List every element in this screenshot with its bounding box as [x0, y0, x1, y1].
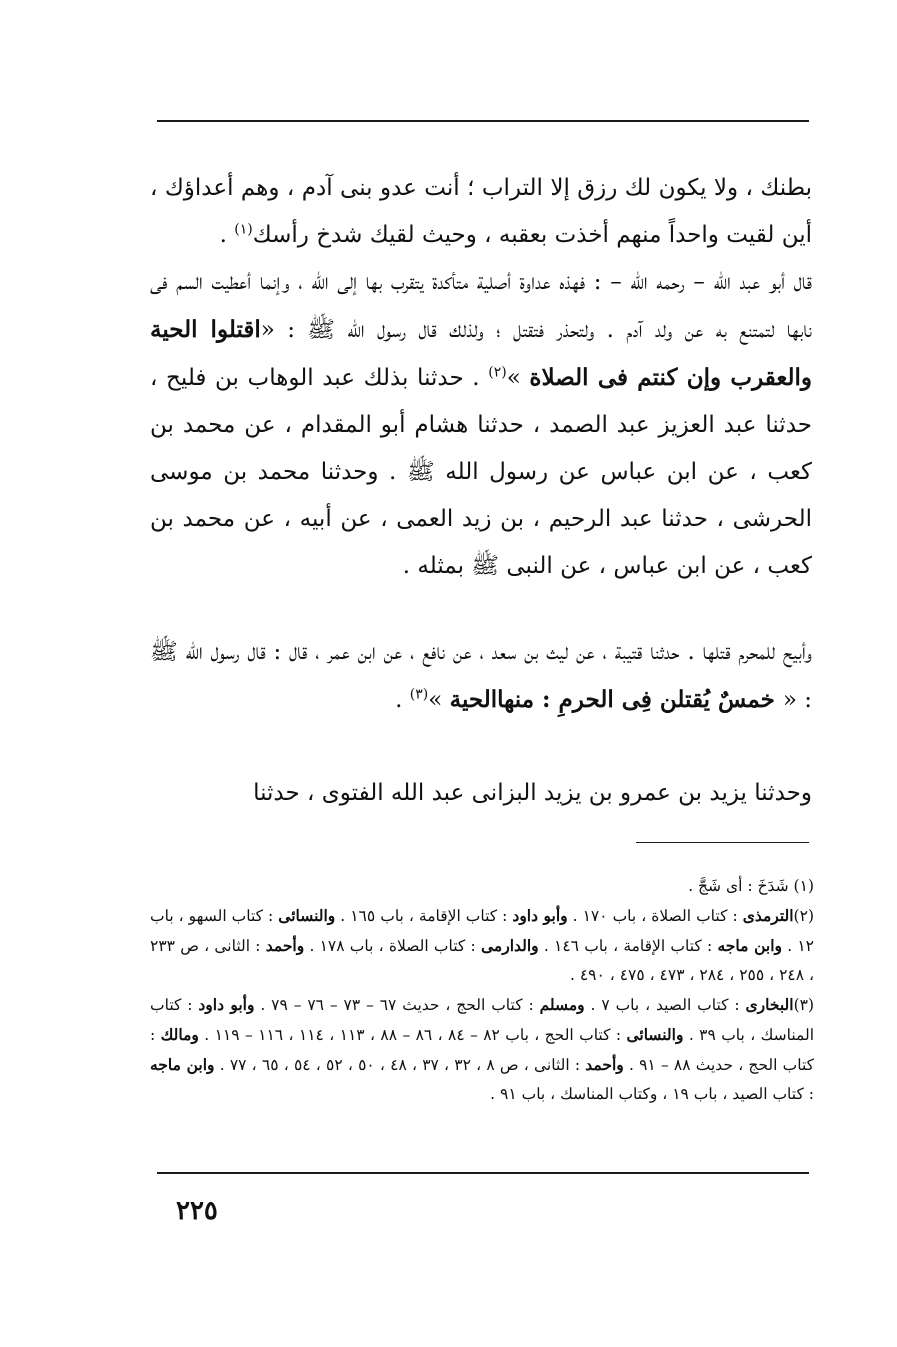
source-bukhari: البخارى: [745, 995, 794, 1014]
hadith-quote-2: خمسٌ يُقتلن فِى الحرمِ : منهاالحية: [449, 686, 783, 713]
page-number: ٢٢٥: [176, 1196, 218, 1226]
p1-text: بطنك ، ولا يكون لك رزق إلا التراب ؛ أنت عدو بنى آدم ، وهم أعداؤك ، أين لقيت واحداً منهم أخذت بعقبه ، وحيث لقيك شدخ رأسك: [150, 175, 812, 248]
paragraph-1: [150, 165, 812, 259]
footnote-separator: [636, 842, 809, 843]
p3-text-a: وأبيح للمحرم قتلها . حدثنا قتيبة ، عن ليث بن سعد ، عن نافع ، عن ابن عمر ، قال : قال رسول الله ﷺ : «: [150, 639, 812, 713]
footnote-1-text: شَدَخَ : أى شَجَّ .: [688, 877, 794, 895]
source-text: : كتاب الحج ، حديث ٨٨ – ٩١ .: [150, 1026, 815, 1074]
footnote-ref-2: (٢): [488, 364, 507, 381]
source-malik: ومالك: [160, 1025, 199, 1044]
footnote-ref-3: (٣): [409, 686, 429, 703]
footnotes: [150, 872, 814, 1109]
source-abu-dawud: وأبو داود: [198, 995, 255, 1014]
p2-text-b: . حدثنا بذلك عبد الوهاب بن فليح ، حدثنا عبد العزيز عبد الصمد ، حدثنا هشام أبو المقدام ، عن محمد بن كعب ، عن ابن عباس عن رسول الله ﷺ . وحدثنا محمد بن موسى الحرشى ، حدثنا عبد الرحيم ، بن زيد العمى ، عن أبيه ، عن محمد بن كعب ، عن ابن عباس ، عن النبى ﷺ بمثله .: [150, 365, 812, 579]
source-text: : كتاب الصلاة ، باب ١٧٠ .: [567, 907, 743, 925]
source-muslim: ومسلم: [539, 995, 585, 1014]
source-text: : كتاب الحج ، حديث ٦٧ – ٧٣ – ٧٦ – ٧٩ .: [254, 996, 540, 1014]
source-text: : كتاب الصلاة ، باب ١٧٨ .: [304, 937, 481, 955]
top-rule: [157, 120, 809, 122]
source-nasai: والنسائى: [278, 906, 336, 925]
source-text: : كتاب المناسك ، باب ٣٩ .: [150, 996, 815, 1044]
source-ibn-majah: وابن ماجه: [150, 1055, 215, 1074]
source-text: : كتاب الصيد ، باب ٧ .: [584, 996, 746, 1014]
paragraph-4: [150, 770, 812, 817]
source-text: : كتاب الإقامة ، باب ١٦٥ .: [335, 907, 513, 925]
hadith-quote-1: اقتلوا الحية والعقرب وإن كنتم فى الصلاة: [150, 316, 812, 391]
paragraph-3: [150, 629, 812, 724]
paragraph-2: [150, 259, 812, 590]
p1-end: .: [219, 222, 235, 248]
footnote-1-num: (١): [793, 877, 814, 895]
p3-close: »: [428, 687, 450, 713]
p4-text: وحدثنا يزيد بن عمرو بن يزيد البزانى عبد الله الفتوى ، حدثنا: [253, 780, 812, 806]
bottom-rule: [157, 1172, 809, 1174]
source-darimi: والدارمى: [480, 936, 539, 955]
source-ahmad: وأحمد: [585, 1055, 624, 1074]
source-ibn-majah: وابن ماجه: [717, 936, 782, 955]
p2-close: »: [506, 365, 530, 391]
source-text: : كتاب السهو ، باب ١٢ .: [150, 907, 815, 955]
source-text: : كتاب الإقامة ، باب ١٤٦ .: [538, 937, 718, 955]
source-abu-dawud: وأبو داود: [512, 906, 568, 925]
source-ahmad: وأحمد: [265, 936, 305, 955]
source-text: : كتاب الصيد ، باب ١٩ ، وكتاب المناسك ، باب ٩١ .: [490, 1085, 814, 1103]
source-text: : الثانى ، ص ٢٣٣ ، ٢٤٨ ، ٢٥٥ ، ٢٨٤ ، ٤٧٣ ، ٤٧٥ ، ٤٩٠ .: [150, 937, 814, 984]
source-text: : كتاب الحج ، باب ٨٢ – ٨٤ ، ٨٦ – ٨٨ ، ١١٣ ، ١١٤ ، ١١٦ – ١١٩ .: [198, 1026, 627, 1044]
footnote-3: [150, 990, 814, 1109]
p2-text-a: قال أبو عبد الله – رحمه الله – : فهذه عداوة أصلية متأكدة يتقرب بها إلى الله ، وإنما أعطيت السم فى نابها لتمتنع به عن ولد آدم . ولتحذر فتقتل ؛ ولذلك قال رسول الله ﷺ : «: [150, 269, 812, 343]
footnote-1: [150, 872, 814, 901]
source-tirmidhi: الترمذى: [742, 906, 794, 925]
footnote-2: [150, 901, 814, 990]
source-text: : الثانى ، ص ٨ ، ٣٢ ، ٣٧ ، ٤٨ ، ٥٠ ، ٥٢ ، ٥٤ ، ٦٥ ، ٧٧ .: [214, 1056, 586, 1074]
footnote-2-num: (٢): [793, 907, 814, 925]
p3-end: .: [395, 687, 410, 713]
footnote-3-num: (٣): [793, 996, 815, 1014]
source-nasai: والنسائى: [626, 1025, 684, 1044]
footnote-ref-1: (١): [234, 221, 253, 238]
